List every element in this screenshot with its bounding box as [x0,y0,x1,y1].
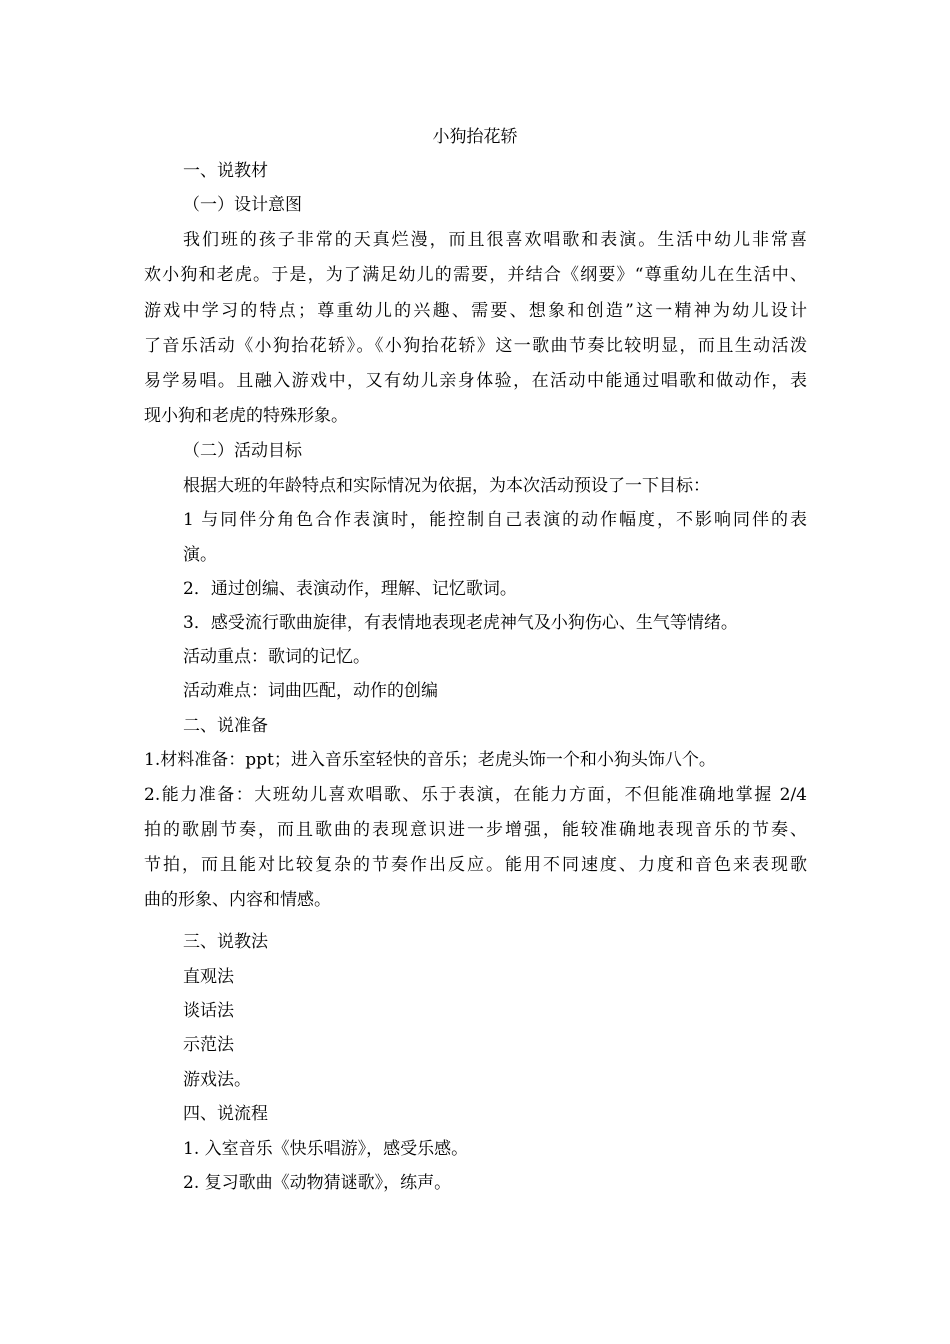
paragraph-line: 易学易唱。且融入游戏中，又有幼儿亲身体验，在活动中能通过唱歌和做动作，表 [144,371,807,391]
goal-item-3: 3．感受流行歌曲旋律，有表情地表现老虎神气及小狗伤心、生气等情绪。 [183,613,738,633]
section-heading-4: 四、说流程 [183,1104,268,1124]
goal-item-1-continued: 演。 [183,545,217,565]
goal-item-1: 1 与同伴分角色合作表演时，能控制自己表演的动作幅度，不影响同伴的表 [183,510,807,530]
paragraph-line: 欢小狗和老虎。于是，为了满足幼儿的需要，并结合《纲要》“尊重幼儿在生活中、 [144,265,807,285]
section-heading-3: 三、说教法 [183,932,268,952]
method-item: 游戏法。 [183,1070,251,1090]
paragraph-line: 我们班的孩子非常的天真烂漫，而且很喜欢唱歌和表演。生活中幼儿非常喜 [183,230,807,250]
section-heading-2: 二、说准备 [183,716,268,736]
paragraph-line: 游戏中学习的特点；尊重幼儿的兴趣、需要、想象和创造”这一精神为幼儿设计 [144,301,807,321]
key-point: 活动重点：歌词的记忆。 [183,647,370,667]
ability-prep-line: 2.能力准备：大班幼儿喜欢唱歌、乐于表演，在能力方面，不但能准确地掌握 2/4 [144,785,807,805]
goals-intro: 根据大班的年龄特点和实际情况为依据，为本次活动预设了一下目标： [183,476,710,496]
process-step: 1. 入室音乐《快乐唱游》，感受乐感。 [183,1139,469,1159]
document-title: 小狗抬花轿 [432,127,518,147]
paragraph-line: 了音乐活动《小狗抬花轿》。《小狗抬花轿》这一歌曲节奏比较明显，而且生动活泼 [144,336,807,356]
process-step: 2. 复习歌曲《动物猜谜歌》，练声。 [183,1173,452,1193]
material-prep: 1.材料准备：ppt；进入音乐室轻快的音乐；老虎头饰一个和小狗头饰八个。 [144,750,716,770]
subheading-design-intent: （一）设计意图 [183,195,302,215]
difficulty-point: 活动难点：词曲匹配，动作的创编 [183,681,438,701]
goal-item-2: 2．通过创编、表演动作，理解、记忆歌词。 [183,579,517,599]
paragraph-line: 现小狗和老虎的特殊形象。 [144,406,348,426]
subheading-activity-goals: （二）活动目标 [183,441,302,461]
ability-prep-line: 曲的形象、内容和情感。 [144,890,331,910]
method-item: 示范法 [183,1035,234,1055]
method-item: 直观法 [183,967,234,987]
method-item: 谈话法 [183,1001,234,1021]
ability-prep-line: 拍的歌剧节奏，而且歌曲的表现意识进一步增强，能较准确地表现音乐的节奏、 [144,820,807,840]
ability-prep-line: 节拍，而且能对比较复杂的节奏作出反应。能用不同速度、力度和音色来表现歌 [144,855,807,875]
section-heading-1: 一、说教材 [183,161,268,181]
